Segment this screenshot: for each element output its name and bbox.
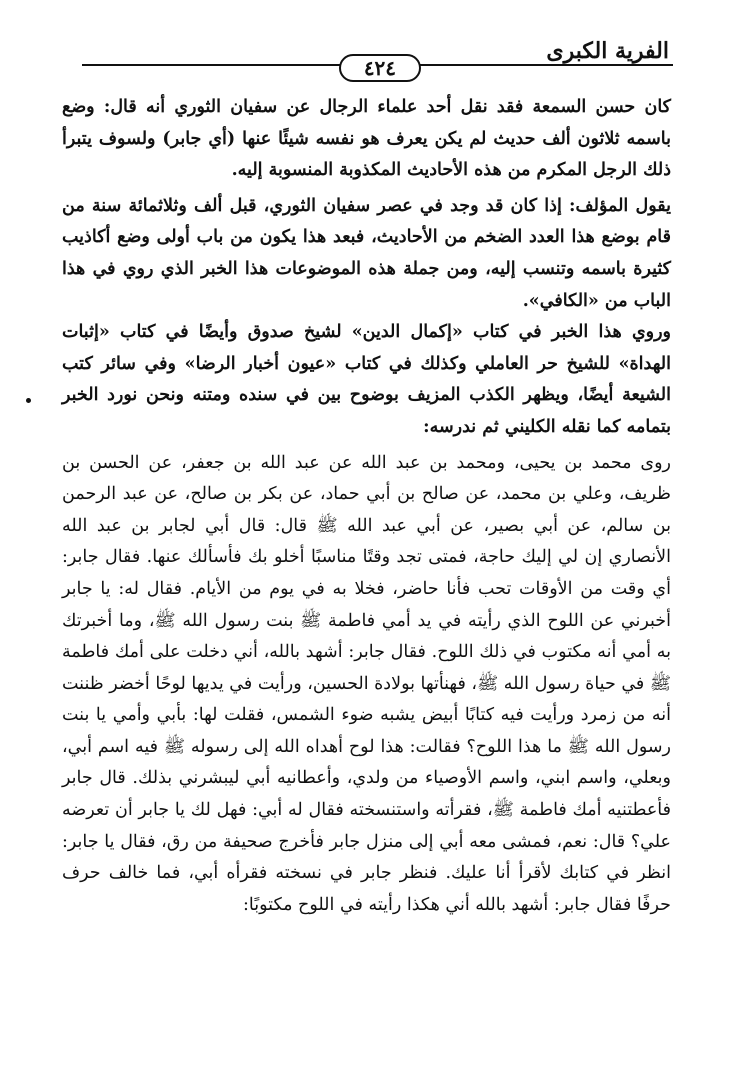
page-number-badge: ٤٢٤ xyxy=(339,54,421,82)
running-header-title: الفرية الكبرى xyxy=(546,38,669,64)
paragraph-1: كان حسن السمعة فقد نقل أحد علماء الرجال عن سفيان الثوري أنه قال: وضع باسمه ثلاثون ألف حديث لم يكن يعرف هو نفسه شيئًا عنها (أي جابر) ولسوف يتبرأ ذلك الرجل المكرم من هذه الأحاديث المكذوبة المنسوبة إليه. xyxy=(62,97,671,181)
page-body xyxy=(62,92,671,921)
margin-dot-mark xyxy=(26,398,31,403)
paragraph-4-narration: روى محمد بن يحيى، ومحمد بن عبد الله عن عبد الله بن جعفر، عن الحسن بن ظريف، وعلي بن محمد، عن صالح بن أبي حماد، عن بكر بن صالح، عن عبد الرحمن بن سالم، عن أبي بصير، عن أبي عبد الله ﷺ قال: قال أبي لجابر بن عبد الله الأنصاري إن لي إليك حاجة، فمتى تجد وقتًا مناسبًا أخلو بك فأسألك عنها. فقال جابر: أي وقت من الأوقات تحب فأنا حاضر، فخلا به في يوم من الأيام. فقال له: يا جابر أخبرني عن اللوح الذي رأيته في يد أمي فاطمة ﷺ بنت رسول الله ﷺ، وما أخبرتك به أمي أنه مكتوب في ذلك اللوح. فقال جابر: أشهد بالله، أني دخلت على أمك فاطمة ﷺ في حياة رسول الله ﷺ، فهنأتها بولادة الحسين، ورأيت في يديها لوحًا أخضر ظننت أنه من زمرد ورأيت فيه كتابًا أبيض يشبه ضوء الشمس، فقلت لها: بأبي وأمي يا بنت رسول الله ﷺ ما هذا اللوح؟ فقالت: هذا لوح أهداه الله إلى رسوله ﷺ فيه اسم أبي، وبعلي، واسم ابني، واسم الأوصياء من ولدي، وأعطانيه أبي ليبشرني بذلك. قال جابر فأعطتنيه أمك فاطمة ﷺ، فقرأته واستنسخته فقال له أبي: فهل لك يا جابر أن تعرضه علي؟ قال: نعم، فمشى معه أبي إلى منزل جابر فأخرج صحيفة من رق، فقال يا جابر: انظر في كتابك لأقرأ أنا عليك. فنظر جابر في نسخته فقرأه أبي، فما خالف حرف حرفًا فقال جابر: أشهد بالله أني هكذا رأيته في اللوح مكتوبًا: xyxy=(62,452,671,915)
paragraph-2: يقول المؤلف: إذا كان قد وجد في عصر سفيان الثوري، قبل ألف وثلاثمائة سنة من قام بوضع هذا العدد الضخم من الأحاديث، فبعد هذا يكون من باب أولى وضع أكاذيب كثيرة باسمه وتنسب إليه، ومن جملة هذه الموضوعات هذا الخبر الذي روي في هذا الباب من «الكافي». xyxy=(62,195,671,311)
paragraph-3: وروي هذا الخبر في كتاب «إكمال الدين» لشيخ صدوق وأيضًا في كتاب «إثبات الهداة» للشيخ حر العاملي وكذلك في كتاب «عيون أخبار الرضا» وفي سائر كتب الشيعة أيضًا، ويظهر الكذب المزيف بوضوح بين في سنده ومتنه ونحن نورد الخبر بتمامه كما نقله الكليني ثم ندرسه: xyxy=(62,322,671,437)
